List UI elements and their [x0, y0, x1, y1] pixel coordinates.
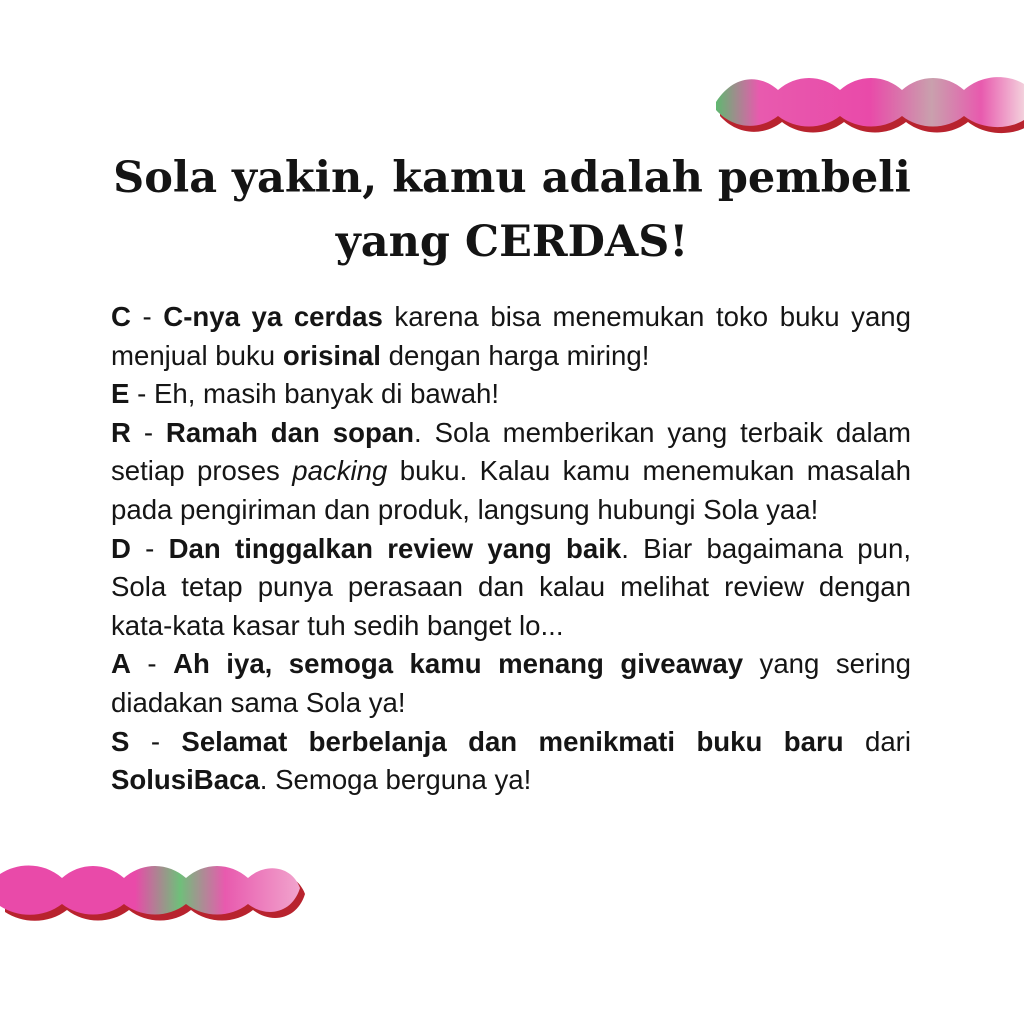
item-d	[111, 530, 911, 646]
item-text: . Sola memberikan yang terbaik dalam setiap proses	[111, 416, 911, 487]
headline-line-1: Sola yakin, kamu adalah pembeli	[113, 153, 911, 203]
item-letter: C	[111, 301, 131, 332]
item-letter: R	[111, 416, 131, 448]
item-letter: D	[111, 532, 131, 564]
item-emphasis: Dan tinggalkan review yang baik	[168, 532, 622, 564]
item-separator: -	[130, 416, 166, 448]
item-separator: -	[130, 532, 169, 564]
item-text-2: . Semoga berguna ya!	[259, 764, 532, 796]
item-text: yang sering diadakan sama Sola ya!	[111, 648, 911, 718]
item-emphasis-2: orisinal	[282, 339, 381, 371]
item-emphasis: Selamat berbelanja dan menikmati buku baru	[181, 725, 844, 757]
item-a	[111, 645, 911, 722]
item-emphasis-2: SolusiBaca	[111, 764, 260, 796]
item-separator: -	[130, 301, 164, 332]
item-r	[111, 414, 911, 530]
item-separator: -	[129, 725, 182, 757]
item-text: dari	[843, 725, 911, 757]
item-letter: S	[111, 725, 130, 757]
item-separator: -	[129, 378, 154, 410]
item-s	[111, 723, 911, 800]
item-letter: E	[111, 378, 130, 410]
item-letter: A	[111, 648, 131, 680]
item-separator: -	[130, 648, 174, 680]
item-c	[111, 298, 911, 375]
item-italic: packing	[292, 455, 388, 487]
wave-ribbon-top-right	[716, 70, 1024, 134]
wave-ribbon-bottom-left	[0, 858, 308, 922]
cerdas-list	[111, 298, 911, 800]
item-text: . Biar bagaimana pun, Sola tetap punya perasaan dan kalau melihat review dengan kata-kata kasar tuh sedih banget lo...	[111, 532, 911, 641]
item-emphasis: Ah iya, semoga kamu menang giveaway	[173, 648, 744, 680]
item-text-2: dengan harga miring!	[380, 339, 650, 371]
item-e	[111, 375, 911, 414]
item-emphasis: Ramah dan sopan	[165, 416, 415, 448]
headline	[62, 146, 962, 274]
item-text: karena bisa menemukan toko buku yang menjual buku	[111, 301, 911, 371]
item-text: Eh, masih banyak di bawah!	[153, 378, 500, 410]
item-emphasis: C-nya ya cerdas	[163, 301, 383, 332]
headline-line-2: yang CERDAS!	[335, 217, 689, 267]
item-text-2: buku. Kalau kamu menemukan masalah pada pengiriman dan produk, langsung hubungi Sola yaa!	[111, 455, 911, 525]
